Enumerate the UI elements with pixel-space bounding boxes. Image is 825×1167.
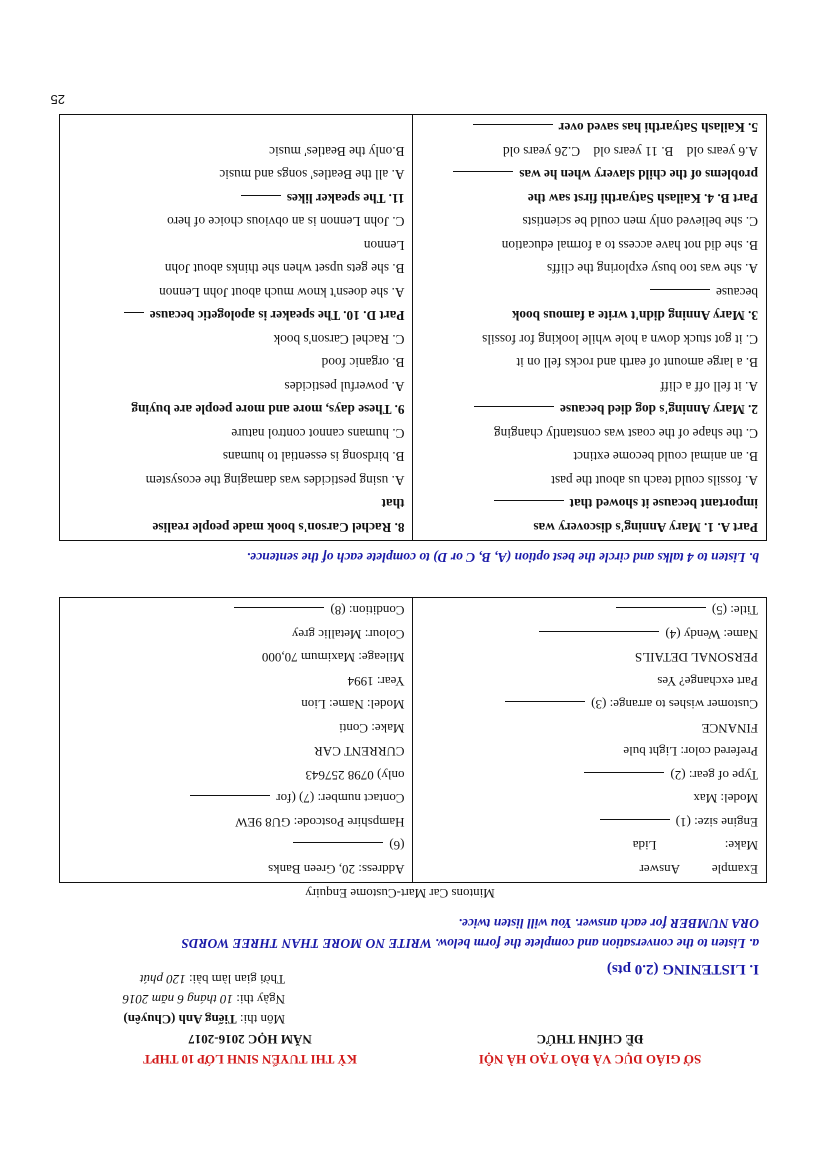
question-line <box>68 140 405 164</box>
answer-blank <box>190 796 270 811</box>
form-field <box>68 764 405 788</box>
form-field-text: Address: 20, Green Banks <box>268 862 405 877</box>
form-field-text: Colour: Metallic grey <box>291 627 405 642</box>
page-number: 25 <box>50 92 65 107</box>
question-line-text: because <box>715 285 758 300</box>
form-field-text: only) 0798 257643 <box>305 768 405 783</box>
question-line <box>68 281 405 305</box>
question-line <box>68 210 405 234</box>
answer-blank <box>539 631 659 646</box>
form-field-text: Model: Name: Lion <box>301 697 405 713</box>
subject-line: Môn thi: Tiếng Anh (Chuyên) <box>123 1012 285 1027</box>
question-line-text: Part B. 4. Kailash Satyarthi first saw the <box>527 191 758 206</box>
question-line <box>422 492 759 516</box>
question-line <box>68 257 405 281</box>
form-field <box>422 834 759 858</box>
question-line-text: B. she did not have access to a formal education <box>501 238 758 253</box>
question-line <box>68 469 405 493</box>
question-line <box>68 516 405 540</box>
form-field-text: Year: 1994 <box>347 674 405 689</box>
answer-blank <box>473 125 553 140</box>
form-field <box>422 623 759 647</box>
question-line-text: C. Rachel Carson's book <box>273 332 405 347</box>
question-line <box>422 422 759 446</box>
form-field <box>68 811 405 835</box>
form-field <box>68 717 405 741</box>
question-line-text: C. she believed only men could be scientists <box>522 214 758 230</box>
instruction-part-a: a. Listen to the conversation and complete the form below. WRITE NO MORE THAN THREE WORDS ORA NUMBER for each answer. You will listen twice. <box>181 916 759 951</box>
form-field-text: Example Answer <box>639 862 758 877</box>
form-field <box>422 740 759 764</box>
question-line <box>422 516 759 540</box>
question-line <box>422 210 759 234</box>
question-line <box>422 445 759 469</box>
question-line <box>422 375 759 399</box>
header-department <box>425 1029 755 1069</box>
question-line <box>422 163 759 187</box>
question-line-text: C. the shape of the coast was constantly changing <box>493 426 758 441</box>
form-field <box>68 787 405 811</box>
answer-blank <box>494 501 564 516</box>
question-line-text: B. an animal could become extinct <box>573 449 758 465</box>
answer-blank <box>234 608 324 623</box>
question-line <box>68 304 405 328</box>
form-field-text: Make: Conti <box>339 721 405 736</box>
question-line <box>68 328 405 352</box>
question-line-text: C. it got stuck down a hole while looking for fossils <box>482 332 758 347</box>
question-line <box>422 116 759 140</box>
question-line-text: B. a large amount of earth and rocks fell on it <box>516 355 758 371</box>
subject-value: Tiếng Anh (Chuyên) <box>123 1012 237 1027</box>
question-line-text: A. she was too busy exploring the cliffs <box>547 261 758 277</box>
question-line <box>68 445 405 469</box>
time-line: Thời gian làm bài: 120 phút <box>139 972 285 987</box>
form-field-text: Condition: (8) <box>330 603 405 619</box>
question-line <box>68 398 405 422</box>
form-field <box>68 693 405 717</box>
form-field-text: Make: Lida <box>632 838 758 854</box>
question-line-text: problems of the child slavery when he was <box>519 167 758 183</box>
question-line-text: 5. Kailash Satyarthi has saved over <box>558 120 758 136</box>
answer-blank <box>505 702 585 717</box>
form-field-text: PERSONAL DETAILS <box>634 650 758 666</box>
form-field <box>422 599 759 623</box>
question-line-text: B. organic food <box>321 355 405 371</box>
form-field <box>68 623 405 647</box>
form-field-text: Engine size: (1) <box>675 815 758 830</box>
question-line-text: A. all the Beatles' songs and music <box>219 167 405 183</box>
form-field-text: Type of gear: (2) <box>670 768 758 783</box>
form-field <box>422 858 759 882</box>
mc-right-column <box>60 115 414 541</box>
form-field-text: Customer wishes to arrange: (3) <box>591 697 758 713</box>
form-field <box>68 646 405 670</box>
form-field <box>422 811 759 835</box>
mc-left-column <box>413 115 767 541</box>
question-line <box>422 234 759 258</box>
form-field-text: Title: (5) <box>711 603 758 619</box>
question-line <box>422 304 759 328</box>
question-line-text: important because it showed that <box>569 496 758 512</box>
answer-blank <box>650 289 710 304</box>
question-line-text: 11. The speaker likes <box>286 191 405 206</box>
answer-blank <box>600 819 670 834</box>
question-line-text: 3. Mary Anning didn't write a famous book <box>511 308 758 324</box>
question-line <box>68 351 405 375</box>
question-line <box>422 398 759 422</box>
official-exam-label: ĐỀ CHÍNH THỨC <box>536 1032 644 1047</box>
form-field-text: Model: Max <box>693 791 758 807</box>
form-field <box>68 834 405 858</box>
form-field <box>68 599 405 623</box>
question-line-text: A. using pesticides was damaging the ecosystem <box>145 473 405 488</box>
question-line-text: A. she doesn't know much about John Lennon <box>159 285 405 300</box>
question-line <box>422 469 759 493</box>
instruction-part-b: b. Listen to 4 talks and circle the best option (A, B, C or D) to complete each of the sentence. <box>246 550 759 565</box>
question-line <box>422 140 759 164</box>
question-line <box>422 257 759 281</box>
question-line-text: A. fossils could teach us about the past <box>551 473 758 488</box>
section-title-listening: I. LISTENING (2.0 pts) <box>606 961 759 977</box>
question-line <box>422 351 759 375</box>
form-field-text: CURRENT CAR <box>314 744 405 760</box>
date-line: Ngày thi: 10 tháng 6 năm 2016 <box>122 992 285 1007</box>
answer-blank <box>584 772 664 787</box>
question-line <box>422 187 759 211</box>
question-line-text: C. John Lennon is an obvious choice of hero <box>167 214 405 230</box>
question-line-text: B. she gets upset when she thinks about John <box>164 261 405 277</box>
form-field <box>68 670 405 694</box>
department-name: SỞ GIÁO DỤC VÀ ĐÀO TẠO HÀ NỘI <box>478 1052 702 1067</box>
form-field <box>68 740 405 764</box>
form-field <box>422 787 759 811</box>
form-field-text: Mileage: Maximum 70,000 <box>261 650 405 666</box>
question-line <box>422 281 759 305</box>
question-line-text: Part A. 1. Mary Anning's discovery was <box>533 520 758 535</box>
enquiry-form-table <box>59 597 767 883</box>
time-value: 120 phút <box>139 972 186 987</box>
form-field <box>68 858 405 882</box>
question-line-text: B. birdsong is essential to humans <box>222 449 405 465</box>
question-line <box>422 328 759 352</box>
question-line <box>68 234 405 258</box>
question-line <box>68 422 405 446</box>
form-field <box>422 646 759 670</box>
form-field-text: Prefered color: Light bule <box>623 744 758 760</box>
question-line <box>68 492 405 516</box>
answer-blank <box>453 172 513 187</box>
form-right-column <box>60 598 414 883</box>
form-field-text: Hampshire Postcode: GU8 9EW <box>235 815 405 830</box>
form-left-column <box>413 598 767 883</box>
question-line-text: Lennon <box>363 238 405 253</box>
question-line-text: that <box>381 496 405 512</box>
answer-blank <box>616 608 706 623</box>
form-field-text: FINANCE <box>701 721 758 736</box>
question-line <box>68 163 405 187</box>
school-year: NĂM HỌC 2016-2017 <box>188 1032 312 1047</box>
question-line-text: 9. These days, more and more people are buying <box>131 402 405 418</box>
form-field <box>422 717 759 741</box>
form-field-text: Contact number: (7) (for <box>276 791 405 807</box>
question-line-text: A.6 years old B. 11 years old C.26 years old <box>502 144 758 159</box>
form-field <box>422 764 759 788</box>
header-exam-info <box>75 969 425 1069</box>
form-field <box>422 670 759 694</box>
form-field <box>422 693 759 717</box>
question-line-text: A. it fell off a cliff <box>660 379 758 394</box>
question-line <box>68 375 405 399</box>
question-line-text: A. powerful pesticides <box>284 379 405 394</box>
form-field-text: Part exchange? Yes <box>657 674 758 689</box>
form-field-text: Name: Wendy (4) <box>665 627 758 642</box>
multiple-choice-table <box>59 114 767 541</box>
answer-blank <box>293 843 383 858</box>
question-line-text: 8. Rachel Carson's book made people realise <box>152 520 405 535</box>
form-field-text: (6) <box>389 838 405 854</box>
question-line-text: 2. Mary Anning's dog died because <box>559 402 758 418</box>
form-title: Mintons Car Mart-Custome Enquiry <box>305 886 495 901</box>
exam-title: KỲ THI TUYỂN SINH LỚP 10 THPT <box>143 1052 357 1067</box>
date-value: 10 tháng 6 năm 2016 <box>122 992 233 1007</box>
answer-blank <box>241 195 281 210</box>
answer-blank <box>474 407 554 422</box>
question-line <box>68 187 405 211</box>
question-line-text: Part D. 10. The speaker is apologetic because <box>149 308 405 324</box>
question-line-text: B.only the Beatles' music <box>269 144 405 159</box>
answer-blank <box>124 313 144 328</box>
question-line-text: C. humans cannot control nature <box>231 426 405 441</box>
